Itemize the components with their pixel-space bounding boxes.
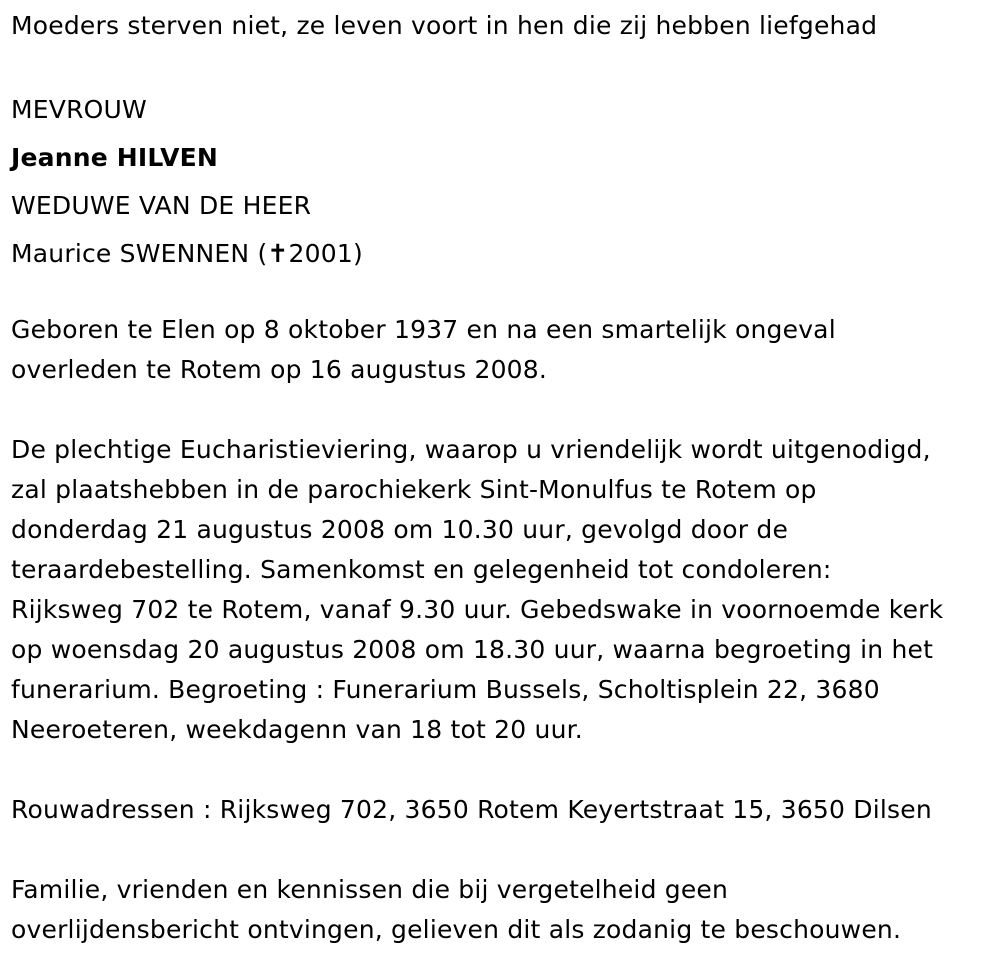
paragraph-line: De plechtige Eucharistieviering, waarop u vriendelijk wordt uitgenodigd,	[11, 435, 931, 464]
paragraph-line: donderdag 21 augustus 2008 om 10.30 uur, gevolgd door de	[11, 515, 789, 544]
header-block	[11, 86, 996, 278]
paragraph-line: Neeroeteren, weekdagenn van 18 tot 20 uur.	[11, 715, 583, 744]
obituary-document	[11, 0, 996, 950]
spouse-name: Maurice SWENNEN (✝2001)	[11, 239, 363, 268]
paragraph-line: op woensdag 20 augustus 2008 om 18.30 uur, waarna begroeting in het	[11, 635, 934, 664]
title-prefix: MEVROUW	[11, 95, 147, 124]
paragraph-line: teraardebestelling. Samenkomst en gelegenheid tot condoleren:	[11, 555, 832, 584]
ceremony-paragraph	[11, 430, 996, 750]
paragraph-line: overleden te Rotem op 16 augustus 2008.	[11, 355, 548, 384]
spouse-label: WEDUWE VAN DE HEER	[11, 191, 312, 220]
paragraph-line: Geboren te Elen op 8 oktober 1937 en na een smartelijk ongeval	[11, 315, 836, 344]
paragraph-line: funerarium. Begroeting : Funerarium Bussels, Scholtisplein 22, 3680	[11, 675, 880, 704]
mourning-addresses: Rouwadressen : Rijksweg 702, 3650 Rotem Keyertstraat 15, 3650 Dilsen	[11, 795, 932, 824]
closing-paragraph	[11, 870, 996, 950]
paragraph-line: zal plaatshebben in de parochiekerk Sint-Monulfus te Rotem op	[11, 475, 817, 504]
paragraph-line: Familie, vrienden en kennissen die bij vergetelheid geen	[11, 875, 729, 904]
birth-death-paragraph	[11, 310, 996, 390]
motto: Moeders sterven niet, ze leven voort in hen die zij hebben liefgehad	[11, 11, 878, 40]
deceased-name: Jeanne HILVEN	[11, 143, 219, 172]
paragraph-line: overlijdensbericht ontvingen, gelieven dit als zodanig te beschouwen.	[11, 915, 902, 944]
paragraph-line: Rijksweg 702 te Rotem, vanaf 9.30 uur. Gebedswake in voornoemde kerk	[11, 595, 944, 624]
